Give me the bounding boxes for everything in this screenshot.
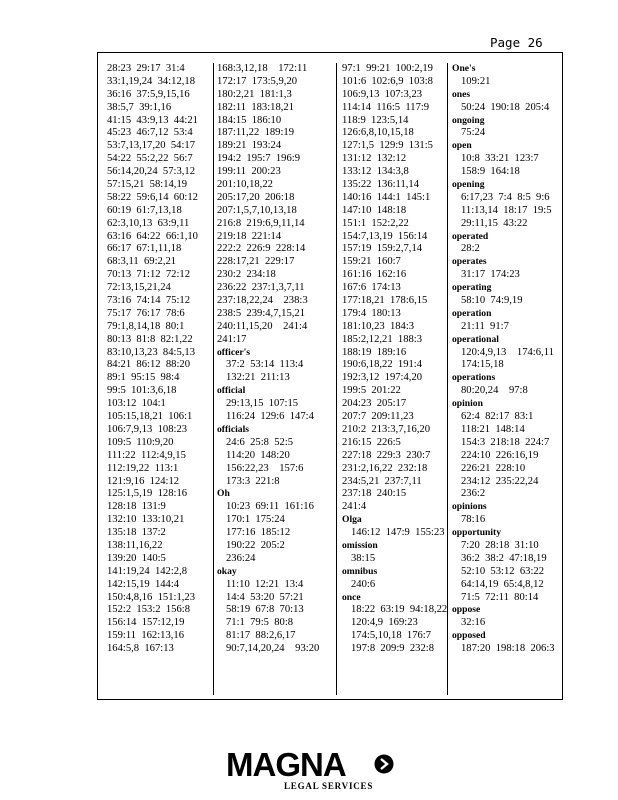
index-entry: 199:11 200:23 [217, 166, 281, 178]
index-entry: 156:22,23 157:6 [226, 462, 304, 474]
index-entry: 68:3,11 69:2,21 [107, 256, 177, 268]
index-term: opinions [452, 501, 487, 513]
index-entry: 29:11,15 43:22 [461, 217, 528, 229]
index-entry: 57:15,21 58:14,19 [107, 179, 188, 191]
index-entry: 18:22 63:19 94:18,22 [351, 604, 448, 616]
index-entry: 28:23 29:17 31:4 [107, 63, 185, 74]
index-entry: 199:5 201:22 [342, 385, 401, 397]
index-entry: 190:6,18,22 191:4 [342, 359, 423, 371]
index-entry: 38:5,7 39:1,16 [107, 101, 172, 113]
index-entry: 226:21 228:10 [461, 462, 526, 474]
index-entry: 161:16 162:16 [342, 269, 407, 281]
index-term: opportunity [452, 527, 502, 539]
index-entry: 201:10,18,22 [217, 179, 273, 191]
index-term: omnibus [342, 565, 378, 577]
index-entry: 194:2 195:7 196:9 [217, 153, 300, 165]
index-entry: 54:22 55:2,22 56:7 [107, 153, 193, 165]
index-term: omission [342, 539, 378, 551]
index-term: operated [452, 230, 489, 242]
index-entry: 84:21 86:12 88:20 [107, 359, 190, 371]
index-entry: 97:1 99:21 100:2,19 [342, 63, 433, 74]
index-term: operations [452, 372, 496, 384]
index-entry: 118:9 123:5,14 [342, 114, 409, 126]
index-entry: 116:24 129:6 147:4 [226, 411, 314, 423]
index-entry: 170:1 175:24 [226, 514, 285, 526]
index-term: One's [452, 63, 476, 74]
index-column-3 [342, 63, 452, 656]
index-entry: 159:21 160:7 [342, 256, 401, 268]
index-entry: 190:22 205:2 [226, 539, 285, 551]
index-entry: 135:18 137:2 [107, 527, 166, 539]
index-entry: 132:10 133:10,21 [107, 514, 185, 526]
arrow-circle-icon [374, 754, 394, 774]
index-entry: 111:22 112:4,9,15 [107, 449, 186, 461]
index-entry: 52:10 53:12 63:22 [461, 565, 544, 577]
index-entry: 177:16 185:12 [226, 527, 291, 539]
index-entry: 207:1,5,7,10,13,18 [217, 204, 297, 216]
index-entry: 181:10,23 184:3 [342, 320, 415, 332]
index-entry: 135:22 136:11,14 [342, 179, 420, 191]
index-term: officer's [217, 346, 251, 358]
index-entry: 112:19,22 113:1 [107, 462, 179, 474]
index-entry: 106:9,13 107:3,23 [342, 88, 423, 100]
index-entry: 174:15,18 [461, 359, 504, 371]
index-entry: 114:20 148:20 [226, 449, 290, 461]
index-entry: 185:2,12,21 188:3 [342, 333, 423, 345]
index-entry: 188:19 189:16 [342, 346, 407, 358]
index-entry: 237:18,22,24 238:3 [217, 295, 308, 307]
index-entry: 205:17,20 206:18 [217, 191, 295, 203]
index-term: official [217, 385, 246, 397]
index-entry: 138:11,16,22 [107, 539, 163, 551]
index-term: operating [452, 282, 492, 294]
index-entry: 158:9 164:18 [461, 166, 520, 178]
index-entry: 240:11,15,20 241:4 [217, 320, 308, 332]
index-entry: 11:13,14 18:17 19:5 [461, 204, 552, 216]
magna-logo [226, 748, 396, 796]
logo-wordmark: MAGNA [226, 746, 346, 783]
index-entry: 180:2,21 181:1,3 [217, 88, 292, 100]
index-entry: 101:6 102:6,9 103:8 [342, 75, 433, 87]
index-entry: 81:17 88:2,6,17 [226, 630, 296, 642]
index-entry: 120:4,9,13 174:6,11 [461, 346, 554, 358]
index-entry: 216:8 219:6,9,11,14 [217, 217, 305, 229]
index-term: ones [452, 88, 471, 100]
index-entry: 37:2 53:14 113:4 [226, 359, 304, 371]
index-term: operation [452, 307, 492, 319]
index-entry: 210:2 213:3,7,16,20 [342, 423, 430, 435]
index-entry: 241:17 [217, 333, 247, 345]
index-entry: 36:16 37:5,9,15,16 [107, 88, 190, 100]
index-entry: 219:18 221:14 [217, 230, 282, 242]
index-entry: 154:7,13,19 156:14 [342, 230, 428, 242]
index-entry: 228:17,21 229:17 [217, 256, 295, 268]
index-entry: 141:19,24 142:2,8 [107, 565, 188, 577]
index-entry: 58:10 74:9,19 [461, 295, 523, 307]
index-entry: 70:13 71:12 72:12 [107, 269, 190, 281]
index-entry: 192:3,12 197:4,20 [342, 372, 423, 384]
index-term: opening [452, 179, 485, 191]
index-entry: 197:8 209:9 232:8 [351, 643, 434, 655]
index-entry: 164:5,8 167:13 [107, 643, 174, 655]
index-entry: 126:6,8,10,15,18 [342, 127, 414, 139]
index-entry: 238:5 239:4,7,15,21 [217, 307, 305, 319]
index-term: opinion [452, 398, 483, 410]
index-entry: 80:13 81:8 82:1,22 [107, 333, 193, 345]
index-entry: 139:20 140:5 [107, 552, 166, 564]
index-entry: 6:17,23 7:4 8:5 9:6 [461, 191, 550, 203]
index-entry: 236:2 [461, 488, 486, 500]
index-entry: 140:16 144:1 145:1 [342, 191, 431, 203]
index-entry: 236:24 [226, 552, 256, 564]
index-entry: 53:7,13,17,20 54:17 [107, 140, 195, 152]
index-term: Oh [217, 488, 230, 500]
index-entry: 121:9,16 124:12 [107, 475, 180, 487]
index-entry: 125:1,5,19 128:16 [107, 488, 188, 500]
index-term: Olga [342, 514, 362, 526]
index-entry: 103:12 104:1 [107, 398, 166, 410]
index-entry: 90:7,14,20,24 93:20 [226, 643, 320, 655]
index-entry: 150:4,8,16 151:1,23 [107, 591, 195, 603]
index-entry: 29:13,15 107:15 [226, 398, 299, 410]
index-entry: 127:1,5 129:9 131:5 [342, 140, 433, 152]
index-entry: 31:17 174:23 [461, 269, 520, 281]
index-entry: 147:10 148:18 [342, 204, 407, 216]
index-entry: 28:2 [461, 243, 480, 255]
index-entry: 172:17 173:5,9,20 [217, 75, 298, 87]
index-term: okay [217, 565, 237, 577]
index-term: operational [452, 333, 499, 345]
index-entry: 132:21 211:13 [226, 372, 290, 384]
index-entry: 207:7 209:11,23 [342, 411, 414, 423]
index-entry: 240:6 [351, 578, 376, 590]
index-entry: 45:23 46:7,12 53:4 [107, 127, 193, 139]
index-column-2 [217, 63, 325, 656]
index-term: ongoing [452, 114, 485, 126]
index-entry: 131:12 132:12 [342, 153, 407, 165]
index-entry: 216:15 226:5 [342, 436, 401, 448]
index-entry: 133:12 134:3,8 [342, 166, 409, 178]
index-entry: 146:12 147:9 155:23 [351, 527, 445, 539]
index-entry: 109:5 110:9,20 [107, 436, 174, 448]
index-entry: 38:15 [351, 552, 376, 564]
index-entry: 156:14 157:12,19 [107, 617, 185, 629]
index-entry: 109:21 [461, 75, 491, 87]
index-entry: 72:13,15,21,24 [107, 282, 171, 294]
index-entry: 230:2 234:18 [217, 269, 276, 281]
index-entry: 89:1 95:15 98:4 [107, 372, 180, 384]
index-entry: 10:8 33:21 123:7 [461, 153, 539, 165]
index-entry: 204:23 205:17 [342, 398, 407, 410]
index-entry: 179:4 180:13 [342, 307, 401, 319]
index-entry: 64:14,19 65:4,8,12 [461, 578, 544, 590]
index-entry: 66:17 67:1,11,18 [107, 243, 182, 255]
page-number: Page 26 [490, 35, 543, 50]
index-entry: 159:11 162:13,16 [107, 630, 185, 642]
index-entry: 75:17 76:17 78:6 [107, 307, 185, 319]
logo-subtitle: LEGAL SERVICES [284, 781, 374, 791]
index-entry: 187:20 198:18 206:3 [461, 643, 555, 655]
index-entry: 120:4,9 169:23 [351, 617, 418, 629]
index-entry: 36:2 38:2 47:18,19 [461, 552, 547, 564]
index-entry: 99:5 101:3,6,18 [107, 385, 177, 397]
index-entry: 177:18,21 178:6,15 [342, 295, 428, 307]
index-entry: 227:18 229:3 230:7 [342, 449, 431, 461]
column-divider [336, 63, 337, 695]
index-entry: 236:22 237:1,3,7,11 [217, 282, 305, 294]
index-entry: 114:14 116:5 117:9 [342, 101, 430, 113]
index-entry: 24:6 25:8 52:5 [226, 436, 294, 448]
index-entry: 231:2,16,22 232:18 [342, 462, 428, 474]
index-entry: 142:15,19 144:4 [107, 578, 180, 590]
index-term: opposed [452, 630, 486, 642]
index-term: oppose [452, 604, 481, 616]
index-entry: 63:16 64:22 66:1,10 [107, 230, 198, 242]
index-entry: 237:18 240:15 [342, 488, 407, 500]
index-frame [97, 52, 563, 700]
index-entry: 32:16 [461, 617, 486, 629]
index-entry: 56:14,20,24 57:3,12 [107, 166, 195, 178]
index-entry: 62:4 82:17 83:1 [461, 411, 534, 423]
index-entry: 157:19 159:2,7,14 [342, 243, 423, 255]
index-entry: 234:5,21 237:7,11 [342, 475, 422, 487]
index-entry: 168:3,12,18 172:11 [217, 63, 308, 74]
index-entry: 173:3 221:8 [226, 475, 280, 487]
index-entry: 50:24 190:18 205:4 [461, 101, 550, 113]
index-entry: 58:22 59:6,14 60:12 [107, 191, 198, 203]
index-entry: 10:23 69:11 161:16 [226, 501, 314, 513]
index-term: open [452, 140, 472, 152]
index-entry: 184:15 186:10 [217, 114, 282, 126]
index-entry: 167:6 174:13 [342, 282, 401, 294]
index-entry: 14:4 53:20 57:21 [226, 591, 304, 603]
index-entry: 151:1 152:2,22 [342, 217, 409, 229]
index-column-1 [107, 63, 215, 656]
index-entry: 7:20 28:18 31:10 [461, 539, 539, 551]
index-entry: 241:4 [342, 501, 367, 513]
index-entry: 105:15,18,21 106:1 [107, 411, 193, 423]
index-entry: 21:11 91:7 [461, 320, 509, 332]
index-entry: 174:5,10,18 176:7 [351, 630, 432, 642]
index-entry: 75:24 [461, 127, 486, 139]
index-entry: 71:1 79:5 80:8 [226, 617, 294, 629]
index-entry: 62:3,10,13 63:9,11 [107, 217, 190, 229]
index-entry: 106:7,9,13 108:23 [107, 423, 188, 435]
index-entry: 187:11,22 189:19 [217, 127, 295, 139]
index-entry: 154:3 218:18 224:7 [461, 436, 550, 448]
index-entry: 222:2 226:9 228:14 [217, 243, 306, 255]
index-entry: 79:1,8,14,18 80:1 [107, 320, 185, 332]
index-entry: 60:19 61:7,13,18 [107, 204, 182, 216]
index-entry: 224:10 226:16,19 [461, 449, 539, 461]
index-entry: 71:5 72:11 80:14 [461, 591, 539, 603]
index-entry: 189:21 193:24 [217, 140, 282, 152]
index-entry: 41:15 43:9,13 44:21 [107, 114, 198, 126]
index-column-4 [452, 63, 564, 656]
index-entry: 234:12 235:22,24 [461, 475, 539, 487]
index-term: officials [217, 423, 249, 435]
index-entry: 152:2 153:2 156:8 [107, 604, 190, 616]
index-entry: 128:18 131:9 [107, 501, 166, 513]
index-entry: 58:19 67:8 70:13 [226, 604, 304, 616]
index-entry: 80:20,24 97:8 [461, 385, 528, 397]
index-term: operates [452, 256, 487, 268]
index-entry: 33:1,19,24 34:12,18 [107, 75, 195, 87]
index-entry: 11:10 12:21 13:4 [226, 578, 304, 590]
index-entry: 182:11 183:18,21 [217, 101, 295, 113]
index-entry: 83:10,13,23 84:5,13 [107, 346, 195, 358]
index-entry: 73:16 74:14 75:12 [107, 295, 190, 307]
index-entry: 78:16 [461, 514, 486, 526]
index-entry: 118:21 148:14 [461, 423, 525, 435]
index-term: once [342, 591, 361, 603]
